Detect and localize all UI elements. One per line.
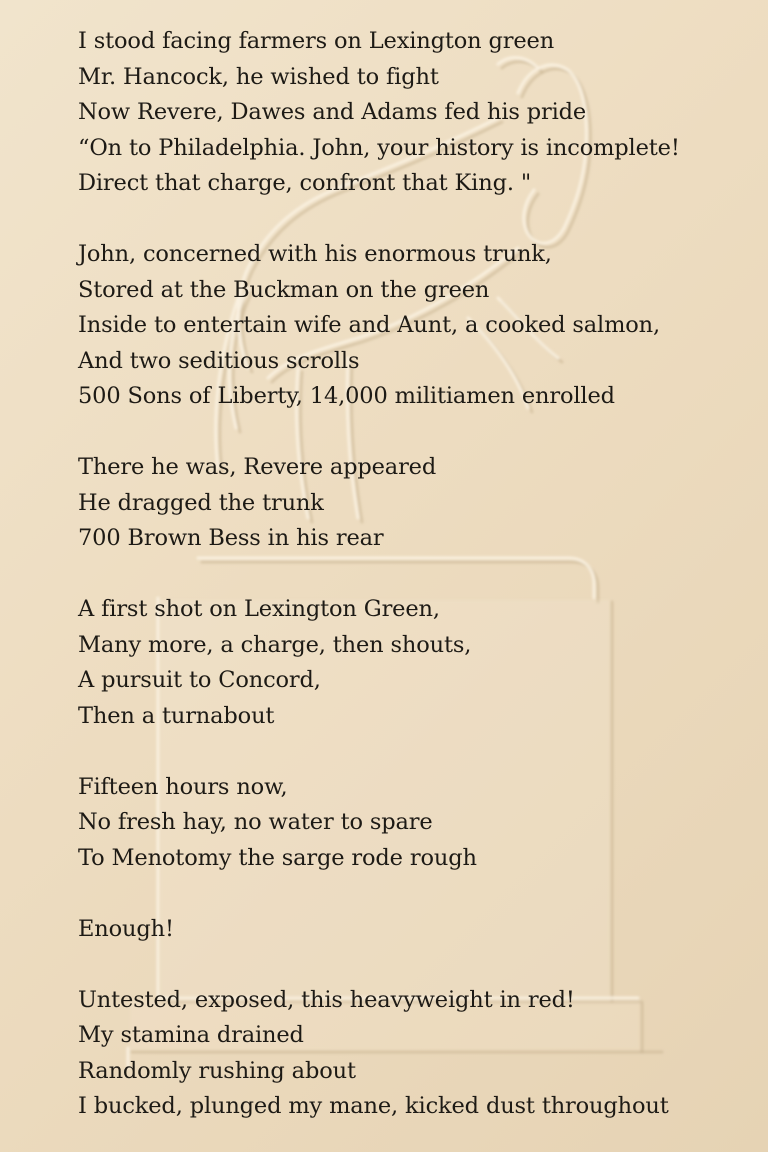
- poem-line: A pursuit to Concord,: [78, 667, 321, 693]
- poem: [78, 24, 758, 1125]
- poem-line: There he was, Revere appeared: [78, 454, 437, 480]
- poem-line: Fifteen hours now,: [78, 773, 288, 800]
- poem-line: Mr. Hancock, he wished to fight: [78, 63, 439, 90]
- poem-line: Now Revere, Dawes and Adams fed his pride: [78, 99, 587, 125]
- poem-line: Enough!: [78, 915, 174, 942]
- poem-line: I stood facing farmers on Lexington green: [78, 28, 555, 54]
- poem-line: “On to Philadelphia. John, your history is incomplete!: [78, 134, 680, 161]
- poem-line: Direct that charge, confront that King. ": [78, 170, 532, 196]
- poem-line: A first shot on Lexington Green,: [78, 596, 440, 622]
- poem-line: Many more, a charge, then shouts,: [78, 631, 472, 658]
- poem-stanza: [78, 912, 758, 948]
- poem-line: Untested, exposed, this heavyweight in red!: [78, 986, 575, 1013]
- poem-stanza: [78, 770, 758, 877]
- poem-stanza: [78, 450, 758, 557]
- poem-line: 500 Sons of Liberty, 14,000 militiamen enrolled: [78, 383, 615, 409]
- poem-line: Randomly rushing about: [78, 1057, 356, 1084]
- poem-stanza: [78, 983, 758, 1125]
- poem-line: I bucked, plunged my mane, kicked dust throughout: [78, 1093, 669, 1119]
- poem-stanza: [78, 237, 758, 415]
- poem-line: To Menotomy the sarge rode rough: [78, 844, 477, 871]
- poem-line: John, concerned with his enormous trunk,: [78, 241, 552, 267]
- poem-line: No fresh hay, no water to spare: [78, 809, 433, 835]
- poem-line: Then a turnabout: [78, 702, 275, 729]
- poem-line: 700 Brown Bess in his rear: [78, 525, 384, 551]
- poem-line: And two seditious scrolls: [78, 347, 360, 374]
- poem-stanza: [78, 24, 758, 202]
- poem-line: Inside to entertain wife and Aunt, a cooked salmon,: [78, 312, 661, 338]
- poem-line: My stamina drained: [78, 1022, 304, 1048]
- poem-stanza: [78, 592, 758, 734]
- poem-line: He dragged the trunk: [78, 489, 324, 516]
- poem-line: Stored at the Buckman on the green: [78, 276, 490, 303]
